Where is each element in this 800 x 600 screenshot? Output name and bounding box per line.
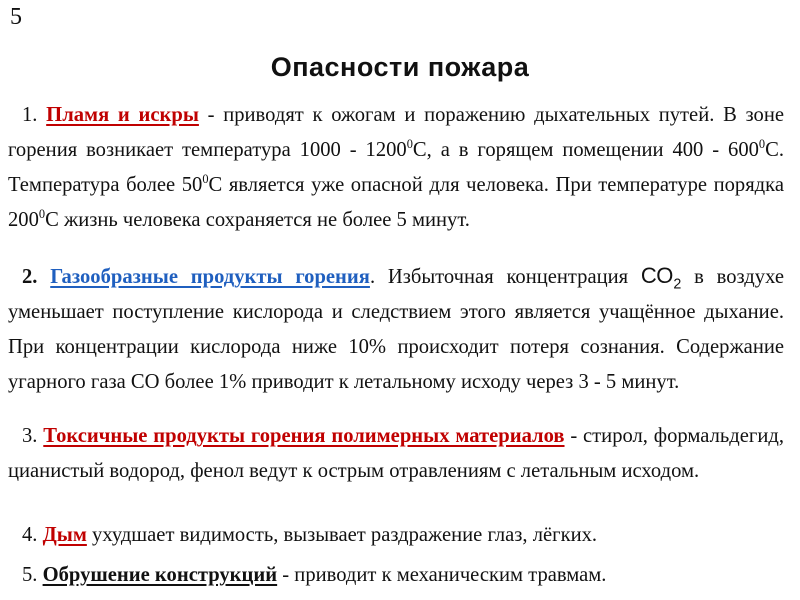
item-text: ухудшает видимость, вызывает раздражение глаз, лёгких. xyxy=(86,524,598,546)
hazard-keyword-toxic: Токсичные продукты горения полимерных материалов xyxy=(43,425,565,447)
item-text: С, а в горящем помещении 400 - 600 xyxy=(412,139,759,161)
degree-superscript: 0 xyxy=(38,207,46,222)
slide-number: 5 xyxy=(10,4,22,30)
degree-superscript: 0 xyxy=(202,172,209,187)
hazard-keyword-flame: Пламя и искры xyxy=(46,104,199,126)
item-text: - стирол, формальдегид, цианистый водород, фенол ведут к острым отравлениям с летальным исходом. xyxy=(8,425,784,482)
item-number: 3. xyxy=(22,425,44,447)
hazard-keyword-gases: Газообразные продукты горения xyxy=(50,266,370,288)
co2-symbol: СО xyxy=(640,263,674,288)
item-text: С жизнь человека сохраняется не более 5 минут. xyxy=(45,209,470,231)
co2-formula xyxy=(640,263,682,293)
co2-subscript: 2 xyxy=(673,276,682,293)
item-text: - приводит к механическим травмам. xyxy=(277,564,607,586)
hazard-item-5 xyxy=(8,558,784,593)
hazard-keyword-collapse: Обрушение конструкций xyxy=(42,564,278,586)
hazard-item-4 xyxy=(8,518,784,553)
item-number: 4. xyxy=(22,524,43,546)
hazard-item-1 xyxy=(8,98,784,238)
item-number: 5. xyxy=(22,564,43,586)
item-text: С является уже опасной для человека. При температуре порядка 200 xyxy=(8,174,784,231)
item-number: 2. xyxy=(22,266,51,288)
item-text: - приводят к ожогам и поражению дыхательных путей. В зоне горения возникает температура 1000 - 1200 xyxy=(8,104,785,161)
hazard-keyword-smoke: Дым xyxy=(42,524,87,546)
item-text: . Избыточная концентрация xyxy=(369,266,641,288)
slide-title: Опасности пожара xyxy=(270,52,530,82)
degree-superscript: 0 xyxy=(406,137,413,152)
item-number: 1. xyxy=(22,104,47,126)
degree-superscript: 0 xyxy=(758,137,766,152)
item-text: в воздухе уменьшает поступление кислорода и следствием этого является учащённое дыхание. При концентрации кислорода ниже 10% происходит потеря сознания. Содержание угарного газа СО более 1% приводит к летальному исходу через 3 - 5 минут. xyxy=(8,266,784,393)
hazard-item-2 xyxy=(8,258,784,400)
item-text: С. Температура более 50 xyxy=(8,139,784,196)
hazard-item-3 xyxy=(8,419,784,489)
